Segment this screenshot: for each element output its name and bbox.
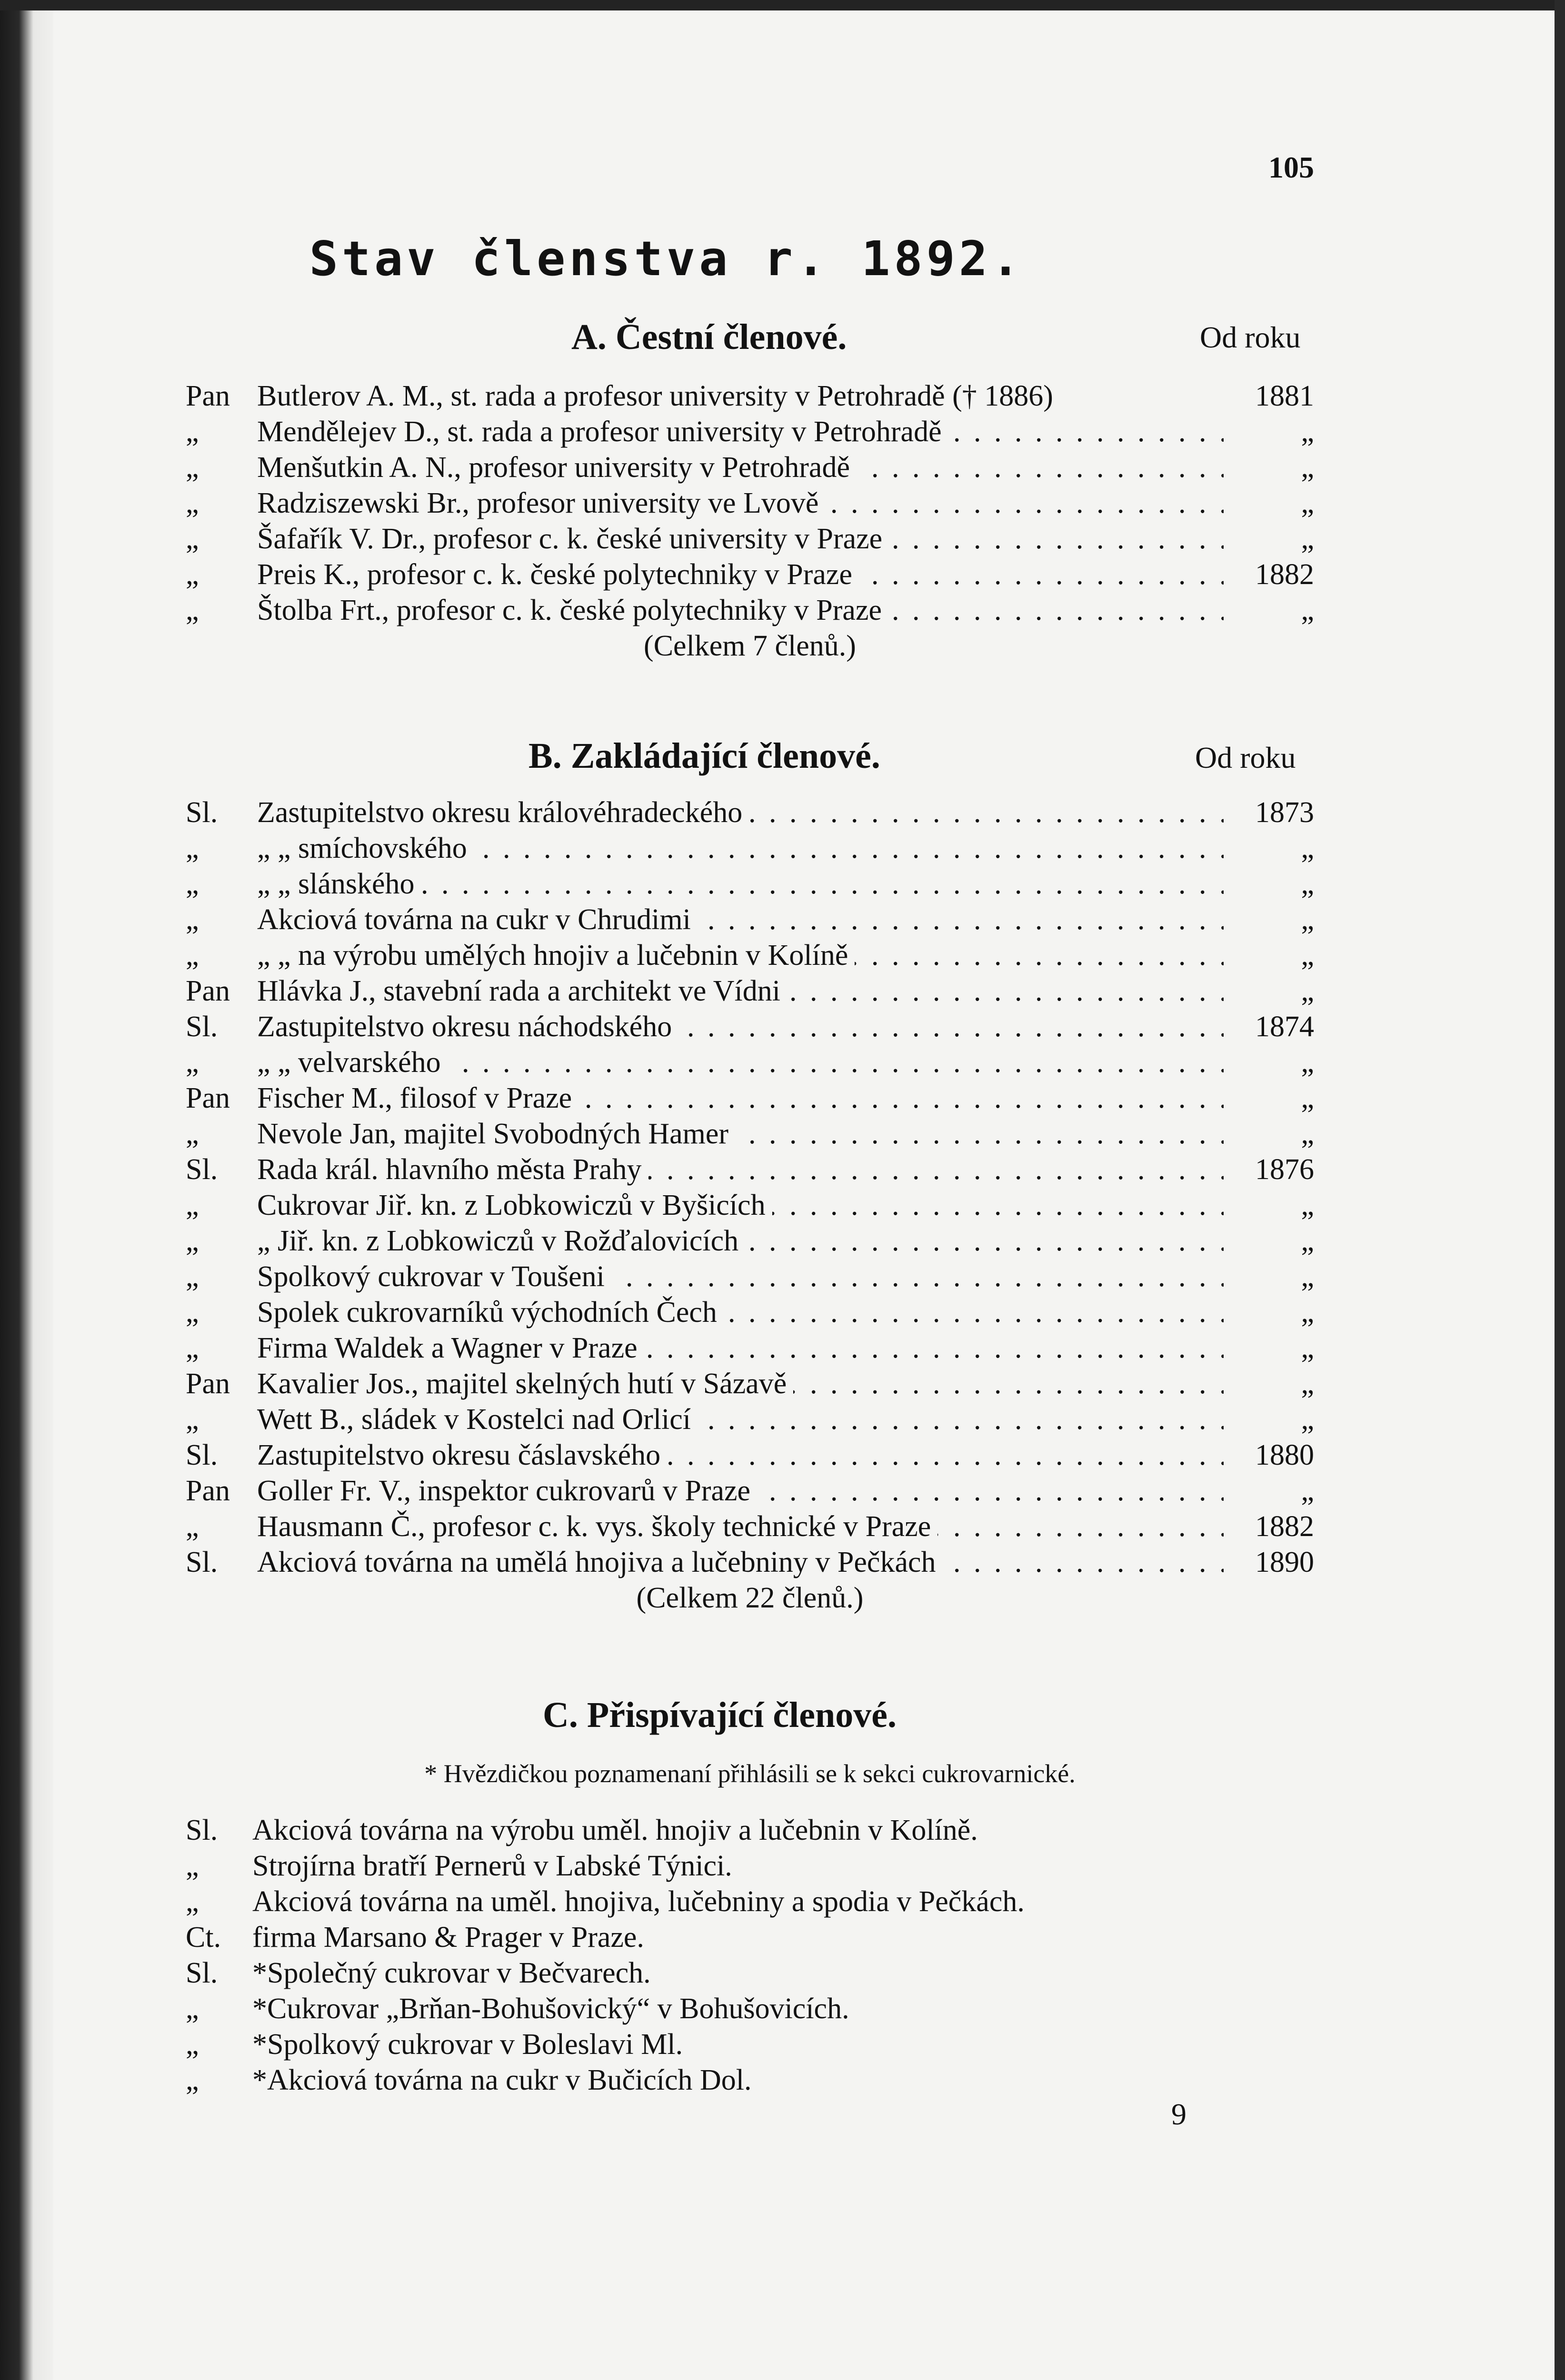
entry-text: *Spolkový cukrovar v Boleslavi Ml. [252, 2028, 683, 2061]
entry-year: „ [1301, 1260, 1314, 1293]
entry-prefix: „ [186, 1332, 199, 1364]
entry-text: *Cukrovar „Brňan-Bohušovický“ v Bohušovicích. [252, 1993, 849, 2025]
entry-year: „ [1301, 451, 1314, 484]
entry-text: Radziszewski Br., profesor university ve Lvově [257, 487, 825, 519]
entry-prefix: Sl. [186, 1011, 218, 1043]
entry-prefix: Sl. [186, 1439, 218, 1471]
entry-text-wrap [257, 866, 1224, 902]
entry-text: Hausmann Č., profesor c. k. vys. školy technické v Praze [257, 1510, 937, 1543]
entry-text: Štolba Frt., profesor c. k. české polytechniky v Praze [257, 594, 888, 626]
entry-prefix: „ [186, 832, 199, 864]
entry-text: Firma Waldek a Wagner v Praze [257, 1332, 644, 1364]
entry-text: Akciová továrna na umělá hnojiva a lučebniny v Pečkách [257, 1546, 943, 1578]
entry-year: „ [1301, 416, 1314, 448]
entry-year: „ [1301, 1332, 1314, 1364]
entry-prefix: „ [186, 1296, 199, 1329]
entry-text-wrap [257, 938, 1224, 973]
entry-year: „ [1301, 1225, 1314, 1257]
entry-text-wrap [257, 521, 1224, 557]
entry-year: „ [1301, 1296, 1314, 1329]
entry-text: „ „ velvarského [257, 1046, 448, 1079]
entry-year: „ [1301, 1046, 1314, 1079]
list-item [186, 831, 1314, 866]
entry-prefix: „ [186, 558, 199, 591]
list-item [186, 1991, 1314, 2027]
entry-year: „ [1301, 1118, 1314, 1150]
entry-text-wrap [257, 1473, 1224, 1509]
entry-text: Cukrovar Jiř. kn. z Lobkowiczů v Byšicích [257, 1189, 772, 1221]
entry-text-wrap [257, 1116, 1224, 1152]
entry-prefix: Pan [186, 1475, 230, 1507]
entry-prefix: Sl. [186, 1153, 218, 1186]
entry-year: „ [1301, 1403, 1314, 1436]
entry-year: 1890 [1255, 1546, 1314, 1578]
entry-prefix: „ [186, 2028, 199, 2061]
list-item [186, 1955, 1314, 1991]
list-item [186, 1295, 1314, 1330]
entry-text: Šafařík V. Dr., profesor c. k. české university v Praze [257, 523, 889, 555]
list-item [186, 1848, 1314, 1884]
list-item [186, 1188, 1314, 1223]
entry-prefix: „ [186, 2064, 199, 2096]
entry-text: Mendělejev D., st. rada a profesor university v Petrohradě [257, 416, 948, 448]
entry-year: „ [1301, 1475, 1314, 1507]
section-b-list [186, 795, 1314, 1616]
member-total: (Celkem 22 členů.) [636, 1582, 864, 1614]
section-c-note: * Hvězdičkou poznamenaní přihlásili se k sekci cukrovarnické. [424, 1759, 1076, 1788]
entry-text: Spolek cukrovarníků východních Čech [257, 1296, 724, 1329]
list-item [186, 1330, 1314, 1366]
entry-prefix: „ [186, 1403, 199, 1436]
entry-text: „ „ slánského [257, 868, 421, 900]
entry-text-wrap [257, 1402, 1224, 1438]
entry-prefix: „ [186, 1510, 199, 1543]
entry-prefix: „ [186, 1260, 199, 1293]
section-b-heading: B. Zakládající členové. [528, 736, 880, 776]
page-number: 105 [1268, 150, 1314, 184]
entry-text: Nevole Jan, majitel Svobodných Hamer [257, 1118, 735, 1150]
entry-year: „ [1301, 1189, 1314, 1221]
entry-year: „ [1301, 594, 1314, 626]
entry-prefix: Pan [186, 380, 230, 412]
entry-prefix: Pan [186, 1368, 230, 1400]
entry-year: „ [1301, 1082, 1314, 1114]
entry-text: „ „ na výrobu umělých hnojiv a lučebnin v Kolíně [257, 939, 855, 972]
list-item [186, 1545, 1314, 1580]
list-item [186, 1402, 1314, 1438]
entry-year: „ [1301, 868, 1314, 900]
entry-text: Wett B., sládek v Kostelci nad Orlicí [257, 1403, 698, 1436]
entry-text-wrap [257, 1045, 1224, 1081]
entry-text: Rada král. hlavního města Prahy [257, 1153, 648, 1186]
entry-year: 1876 [1255, 1153, 1314, 1186]
entry-text-wrap [257, 1081, 1224, 1116]
entry-text-wrap [257, 1438, 1224, 1473]
list-item [186, 1081, 1314, 1116]
list-item [186, 2063, 1314, 2098]
entry-text-wrap [257, 973, 1224, 1009]
entry-year: „ [1301, 1368, 1314, 1400]
list-item [186, 1223, 1314, 1259]
list-item [186, 938, 1314, 973]
section-a-heading: A. Čestní členové. [571, 317, 847, 357]
list-item [186, 902, 1314, 938]
entry-prefix: „ [186, 1225, 199, 1257]
entry-text: Fischer M., filosof v Praze [257, 1082, 578, 1114]
entry-prefix: Sl. [186, 1814, 218, 1846]
entry-text-wrap [257, 450, 1224, 486]
entry-text: Zastupitelstvo okresu čáslavského [257, 1439, 667, 1471]
entry-text: *Akciová továrna na cukr v Bučicích Dol. [252, 2064, 752, 2096]
list-item [186, 1509, 1314, 1545]
entry-prefix: „ [186, 487, 199, 519]
entry-text-wrap [257, 1223, 1224, 1259]
entry-year: 1873 [1255, 796, 1314, 829]
entry-text-wrap [257, 1152, 1224, 1188]
entry-year: „ [1301, 487, 1314, 519]
list-item [186, 795, 1314, 831]
entry-year: „ [1301, 975, 1314, 1007]
list-item [186, 973, 1314, 1009]
entry-text: Goller Fr. V., inspektor cukrovarů v Praze [257, 1475, 757, 1507]
entry-prefix: „ [186, 523, 199, 555]
list-item [186, 1045, 1314, 1081]
entry-year: 1882 [1255, 558, 1314, 591]
entry-year: „ [1301, 523, 1314, 555]
entry-prefix: „ [186, 1046, 199, 1079]
scan-right-edge [1555, 0, 1565, 2380]
list-item [186, 1009, 1314, 1045]
entry-text-wrap [257, 414, 1224, 450]
entry-text: firma Marsano & Prager v Praze. [252, 1921, 644, 1954]
list-item [186, 378, 1314, 414]
entry-text: Akciová továrna na cukr v Chrudimi [257, 903, 698, 936]
section-a-column-label: Od roku [1200, 320, 1301, 354]
list-item [186, 521, 1314, 557]
entry-text: Akciová továrna na výrobu uměl. hnojiv a lučebnin v Kolíně. [252, 1814, 978, 1846]
entry-text-wrap [257, 1259, 1224, 1295]
entry-text-wrap [257, 1545, 1224, 1580]
entry-year: 1874 [1255, 1011, 1314, 1043]
signature-mark: 9 [1171, 2097, 1186, 2131]
entry-text-wrap [257, 486, 1224, 521]
list-item [186, 1152, 1314, 1188]
entry-text: Zastupitelstvo okresu královéhradeckého [257, 796, 749, 829]
list-item [186, 414, 1314, 450]
section-b-column-label: Od roku [1195, 741, 1296, 774]
entry-text-wrap [257, 378, 1224, 414]
entry-text: Spolkový cukrovar v Toušeni [257, 1260, 611, 1293]
list-item [186, 1438, 1314, 1473]
entry-text-wrap [257, 1509, 1224, 1545]
entry-text: Preis K., profesor c. k. české polytechniky v Praze [257, 558, 859, 591]
list-item [186, 1473, 1314, 1509]
entry-year: „ [1301, 832, 1314, 864]
entry-text-wrap [257, 1295, 1224, 1330]
entry-prefix: „ [186, 1189, 199, 1221]
entry-prefix: „ [186, 594, 199, 626]
entry-text: Zastupitelstvo okresu náchodského [257, 1011, 678, 1043]
entry-prefix: „ [186, 1993, 199, 2025]
entry-year: „ [1301, 903, 1314, 936]
scan-binding-edge [0, 0, 53, 2380]
list-item [186, 1259, 1314, 1295]
entry-prefix: „ [186, 903, 199, 936]
entry-text-wrap [257, 1366, 1224, 1402]
entry-text: *Společný cukrovar v Bečvarech. [252, 1957, 651, 1989]
entry-text: Akciová továrna na uměl. hnojiva, lučebniny a spodia v Pečkách. [252, 1885, 1025, 1918]
entry-year: 1881 [1255, 380, 1314, 412]
entry-text-wrap [257, 831, 1224, 866]
entry-prefix: Sl. [186, 1957, 218, 1989]
entry-prefix: „ [186, 1885, 199, 1918]
entry-prefix: Ct. [186, 1921, 221, 1954]
entry-text-wrap [257, 795, 1224, 831]
entry-prefix: Sl. [186, 796, 218, 829]
entry-prefix: Pan [186, 1082, 230, 1114]
list-item [186, 866, 1314, 902]
entry-text-wrap [257, 593, 1224, 628]
entry-prefix: „ [186, 416, 199, 448]
page-title: Stav členstva r. 1892. [309, 231, 1024, 287]
entry-prefix: „ [186, 451, 199, 484]
list-item [186, 1813, 1314, 1848]
entry-prefix: „ [186, 939, 199, 972]
list-item [186, 557, 1314, 593]
entry-year: 1880 [1255, 1439, 1314, 1471]
entry-text: „ Jiř. kn. z Lobkowiczů v Rožďalovicích [257, 1225, 745, 1257]
entry-year: „ [1301, 939, 1314, 972]
entry-prefix: „ [186, 868, 199, 900]
list-item [186, 1920, 1314, 1955]
entry-text-wrap [257, 1009, 1224, 1045]
list-item [186, 1884, 1314, 1920]
entry-prefix: „ [186, 1850, 199, 1882]
list-item [186, 2027, 1314, 2063]
entry-text-wrap [257, 1330, 1224, 1366]
entry-text: Hlávka J., stavební rada a architekt ve Vídni [257, 975, 787, 1007]
section-c-heading: C. Přispívající členové. [543, 1695, 897, 1735]
member-total: (Celkem 7 členů.) [644, 630, 856, 662]
entry-text: „ „ smíchovského [257, 832, 474, 864]
entry-year: 1882 [1255, 1510, 1314, 1543]
list-item [186, 450, 1314, 486]
entry-text-wrap [257, 1188, 1224, 1223]
entry-prefix: Sl. [186, 1546, 218, 1578]
entry-text: Kavalier Jos., majitel skelných hutí v Sázavě [257, 1368, 793, 1400]
section-a-list [186, 378, 1314, 664]
entry-text: Butlerov A. M., st. rada a profesor university v Petrohradě († 1886) [257, 380, 1060, 412]
scan-top-edge [0, 0, 1565, 10]
list-item [186, 486, 1314, 521]
entry-text-wrap [257, 557, 1224, 593]
list-item [186, 1366, 1314, 1402]
entry-prefix: Pan [186, 975, 230, 1007]
entry-text-wrap [257, 902, 1224, 938]
entry-text: Strojírna bratří Pernerů v Labské Týnici. [252, 1850, 732, 1882]
entry-text: Menšutkin A. N., profesor university v Petrohradě [257, 451, 857, 484]
list-item [186, 1116, 1314, 1152]
list-item [186, 593, 1314, 628]
section-c-list [186, 1813, 1314, 2098]
entry-prefix: „ [186, 1118, 199, 1150]
